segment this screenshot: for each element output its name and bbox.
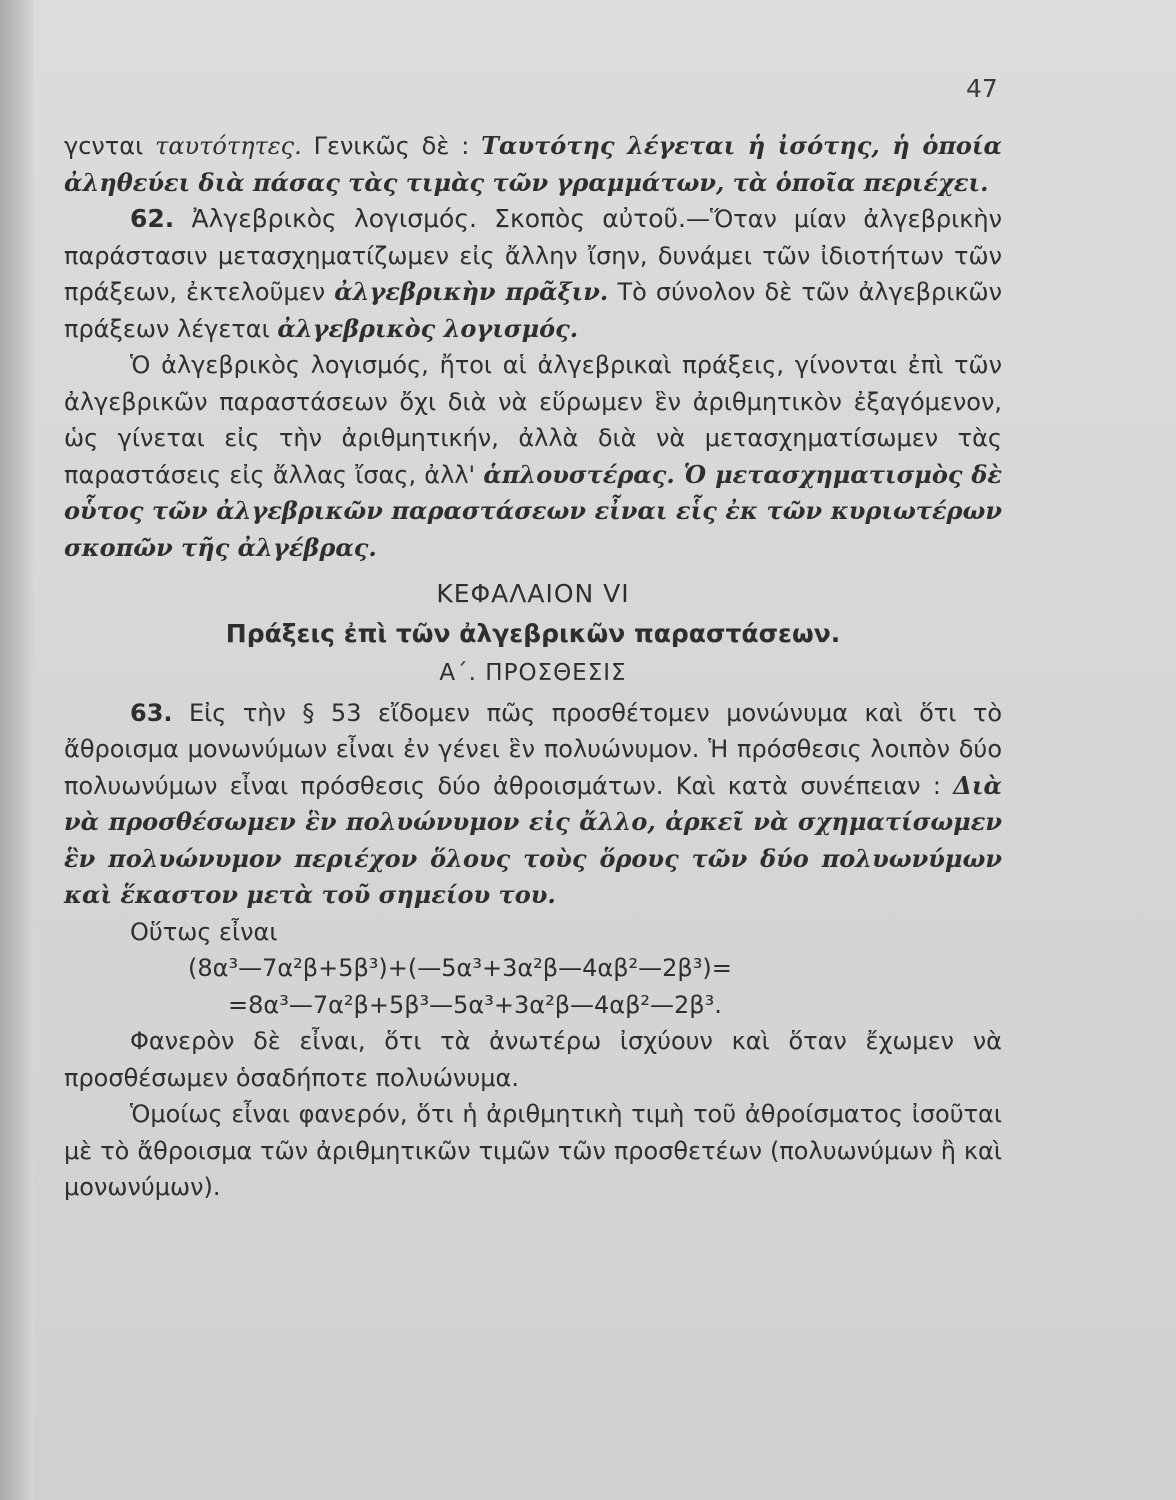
page-binding-shadow [0, 0, 34, 1500]
text-run: Τὸ σύνολον δὲ τῶν ἀλγεβρικῶν πράξεων λέγεται [64, 278, 1002, 343]
section-62 [64, 201, 1002, 347]
section-63 [64, 695, 1002, 914]
emphasis-text: ἁπλουστέρας. [483, 459, 675, 489]
section-number: 62. [130, 204, 175, 233]
chapter-title: Πράξεις ἐπὶ τῶν ἀλγεβρικῶν παραστάσεων. [225, 618, 841, 648]
text-run: —Ὅταν μίαν ἀλγεβρικὴν παράστασιν μετασχηματίζωμεν εἰς ἄλλην ἴσην, δυνάμει τῶν ἰδιοτήτων τῶν πράξεων, ἐκτελοῦμεν [64, 205, 1002, 306]
rule-text: Διὰ νὰ προσθέσωμεν ἓν πολυώνυμον εἰς ἄλλο, ἀρκεῖ νὰ σχηματίσωμεν ἓν πολυώνυμον περιέχον ὅλους τοὺς ὅρους τῶν δύο πολυωνύμων καὶ ἕκαστον μετὰ τοῦ σημείου του. [64, 770, 1002, 909]
text-run: Εἰς τὴν § 53 εἴδομεν πῶς προσθέτομεν μονώνυμα καὶ ὅτι τὸ ἄθροισμα μονωνύμων εἶναι ἐν γένει ἓν πολυώνυμον. Ἡ πρόσθεσις λοιπὸν δύο πολυωνύμων εἶναι πρόσθεσις δύο ἀθροισμάτων. Καὶ κατὰ συνέπειαν : [64, 698, 1002, 800]
subsection-title: Α΄. ΠΡΟΣΘΕΣΙΣ [439, 660, 627, 686]
equation-line-1: (8α³—7α²β+5β³)+(—5α³+3α²β—4αβ²—2β³)= [188, 954, 732, 982]
emphasis-text: ταυτότητες. [155, 132, 302, 160]
paragraph-faneron: Φανερὸν δὲ εἶναι, ὅτι τὰ ἀνωτέρω ἰσχύουν καὶ ὅταν ἔχωμεν νὰ προσθέσωμεν ὁσαδήποτε πολυώνυμα. [64, 1027, 1002, 1092]
chapter-label: ΚΕΦΑΛΑΙΟΝ VI [436, 579, 630, 608]
emphasis-text: Ὁ μετασχηματισμὸς δὲ οὗτος τῶν ἀλγεβρικῶν παραστάσεων εἶναι εἷς ἐκ τῶν κυριωτέρων σκοπῶν τῆς ἀλγέβρας. [64, 459, 1002, 562]
text-run: Γενικῶς δὲ : [301, 132, 482, 160]
page-number: 47 [966, 74, 998, 103]
paragraph-omoios: Ὁμοίως εἶναι φανερόν, ὅτι ἡ ἀριθμητικὴ τιμὴ τοῦ ἀθροίσματος ἰσοῦται μὲ τὸ ἄθροισμα τῶν ἀριθμητικῶν τιμῶν τῶν προσθετέων (πολυωνύμων ἢ καὶ μονωνύμων). [64, 1100, 1002, 1201]
section-number: 63. [130, 698, 173, 727]
page-content [64, 128, 1002, 1206]
term-text: ἀλγεβρικὴν πρᾶξιν. [334, 277, 609, 306]
text-run: γcνται [64, 132, 156, 160]
term-text: ἀλγεβρικὸς λογισμός. [277, 313, 579, 343]
definition-text: Ταυτότης λέγεται ἡ ἰσότης, ἡ ὁποία ἀληθεύει διὰ πάσας τὰς τιμὰς τῶν γραμμάτων, τὰ ὁποῖα περιέχει. [64, 131, 1002, 197]
paragraph-continuation [64, 128, 1002, 201]
paragraph-algebraic-calculus [64, 347, 1002, 566]
section-title: Ἀλγεβρικὸς λογισμός. Σκοπὸς αὐτοῦ. [174, 204, 686, 233]
equation-line-2: =8α³—7α²β+5β³—5α³+3α²β—4αβ²—2β³. [228, 990, 722, 1019]
text-run: Ὁ ἀλγεβρικὸς λογισμός, ἤτοι αἱ ἀλγεβρικαὶ πράξεις, γίνονται ἐπὶ τῶν ἀλγεβρικῶν παραστάσεων ὄχι διὰ νὰ εὕρωμεν ἓν ἀριθμητικὸν ἐξαγόμενον, ὡς γίνεται εἰς τὴν ἀριθμητικήν, ἀλλὰ διὰ νὰ μετασχηματίσωμεν τὰς παραστάσεις εἰς ἄλλας ἴσας, ἀλλ' [64, 351, 1002, 489]
paragraph-outos: Οὕτως εἶναι [130, 917, 278, 946]
